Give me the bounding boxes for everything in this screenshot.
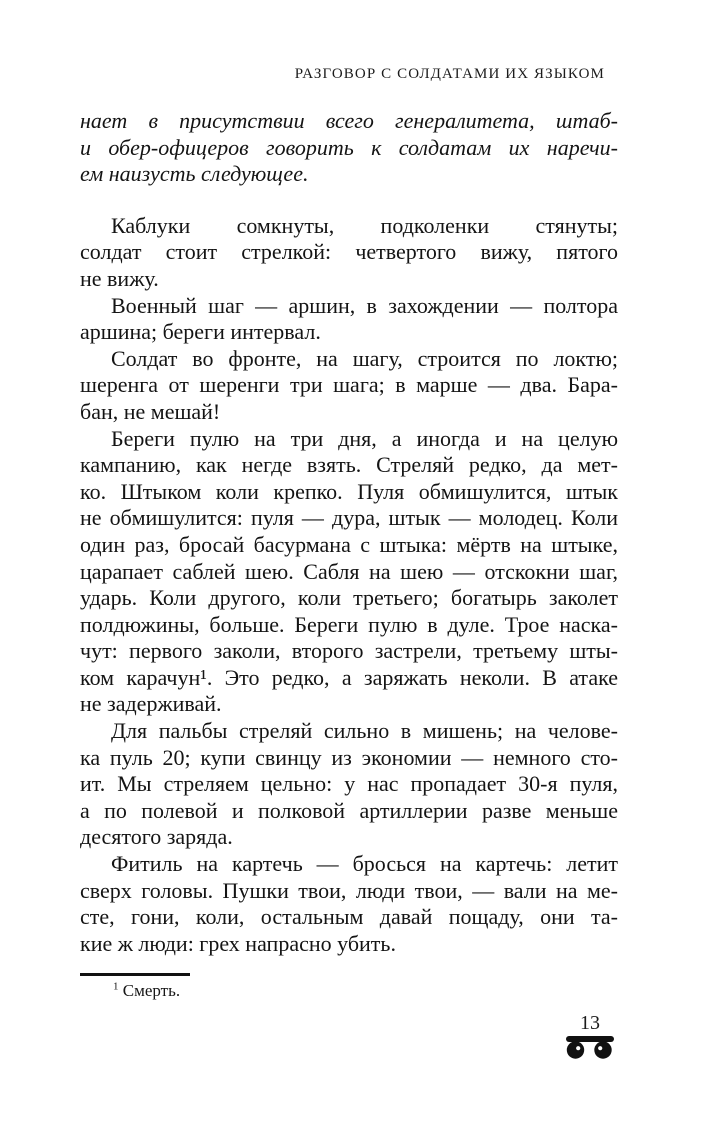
footnote-rule bbox=[80, 973, 190, 976]
intro-line: и обер-офицеров говорить к солдатам их наречи- bbox=[80, 134, 618, 160]
footnote-label: Смерть. bbox=[122, 981, 181, 1000]
paragraph-4-line: не задерживай. bbox=[80, 691, 222, 717]
paragraph-5-line: ка пуль 20; купи свинцу из экономии — немного сто- bbox=[80, 744, 618, 770]
paragraph-1-line: солдат стоит стрелкой: четвертого вижу, пятого bbox=[80, 239, 618, 265]
paragraph-6-line: сверх головы. Пушки твои, люди твои, — вали на ме- bbox=[80, 877, 618, 903]
paragraph-2-line: Военный шаг — аршин, в захождении — полтора bbox=[111, 292, 618, 318]
text-block bbox=[80, 108, 618, 957]
paragraph-4-line: не обмишулится: пуля — дура, штык — молодец. Коли bbox=[80, 505, 618, 531]
paragraph-4-line: царапает саблей шею. Сабля на шею — отскокни шаг, bbox=[80, 558, 618, 584]
paragraph-4-line: один раз, бросай басурмана с штыка: мёртв на штыке, bbox=[80, 531, 618, 557]
paragraph bbox=[80, 718, 618, 851]
intro-line: ем наизусть следующее. bbox=[80, 161, 309, 187]
paragraph-4-line: чут: первого заколи, второго застрели, третьему шты- bbox=[80, 638, 618, 664]
paragraph bbox=[80, 293, 618, 346]
body-paragraphs bbox=[80, 213, 618, 958]
paragraph-1-line: Каблуки сомкнуты, подколенки стянуты; bbox=[111, 212, 618, 238]
paragraph-5-line: Для пальбы стреляй сильно в мишень; на челове- bbox=[111, 718, 618, 744]
footnote-text bbox=[80, 981, 618, 1001]
page-number: 13 bbox=[580, 1012, 600, 1034]
paragraph-4-line: ко. Штыком коли крепко. Пуля обмишулится, штык bbox=[80, 478, 618, 504]
paragraph bbox=[80, 851, 618, 957]
paragraph bbox=[80, 346, 618, 426]
paragraph bbox=[80, 213, 618, 293]
spectacles-ornament-icon bbox=[566, 1035, 614, 1060]
paragraph-2-line: аршина; береги интервал. bbox=[80, 319, 321, 345]
footnote-marker: 1 bbox=[113, 980, 119, 993]
paragraph-3-line: бан, не мешай! bbox=[80, 398, 221, 424]
paragraph-4-line: Береги пулю на три дня, а иногда и на целую bbox=[111, 425, 618, 451]
paragraph-6-line: сте, гони, коли, остальным давай пощаду, они та- bbox=[80, 904, 618, 930]
page-footer bbox=[564, 1012, 616, 1060]
paragraph-4-line: ком карачун¹. Это редко, а заряжать неколи. В атаке bbox=[80, 664, 618, 690]
paragraph-4-line: кампанию, как негде взять. Стреляй редко, да мет- bbox=[80, 452, 618, 478]
running-header: РАЗГОВОР С СОЛДАТАМИ ИХ ЯЗЫКОМ bbox=[294, 66, 605, 82]
paragraph-4-line: полдюжины, больше. Береги пулю в дуле. Трое наска- bbox=[80, 611, 618, 637]
paragraph-5-line: десятого заряда. bbox=[80, 824, 233, 850]
paragraph-3-line: шеренга от шеренги три шага; в марше — два. Бара- bbox=[80, 372, 618, 398]
paragraph-6-line: кие ж люди: грех напрасно убить. bbox=[80, 930, 396, 956]
paragraph-3-line: Солдат во фронте, на шагу, строится по локтю; bbox=[111, 345, 618, 371]
paragraph bbox=[80, 426, 618, 719]
paragraph-6-line: Фитиль на картечь — бросься на картечь: летит bbox=[111, 851, 618, 877]
intro-paragraph bbox=[80, 108, 618, 188]
paragraph-5-line: а по полевой и полковой артиллерии разве меньше bbox=[80, 797, 618, 823]
intro-line: нает в присутствии всего генералитета, штаб- bbox=[80, 108, 618, 133]
paragraph-4-line: ударь. Коли другого, коли третьего; богатырь заколет bbox=[80, 585, 618, 611]
paragraph-1-line: не вижу. bbox=[80, 265, 159, 291]
footnote bbox=[80, 973, 618, 1001]
paragraph-5-line: ит. Мы стреляем цельно: у нас пропадает 30-я пуля, bbox=[80, 771, 618, 797]
